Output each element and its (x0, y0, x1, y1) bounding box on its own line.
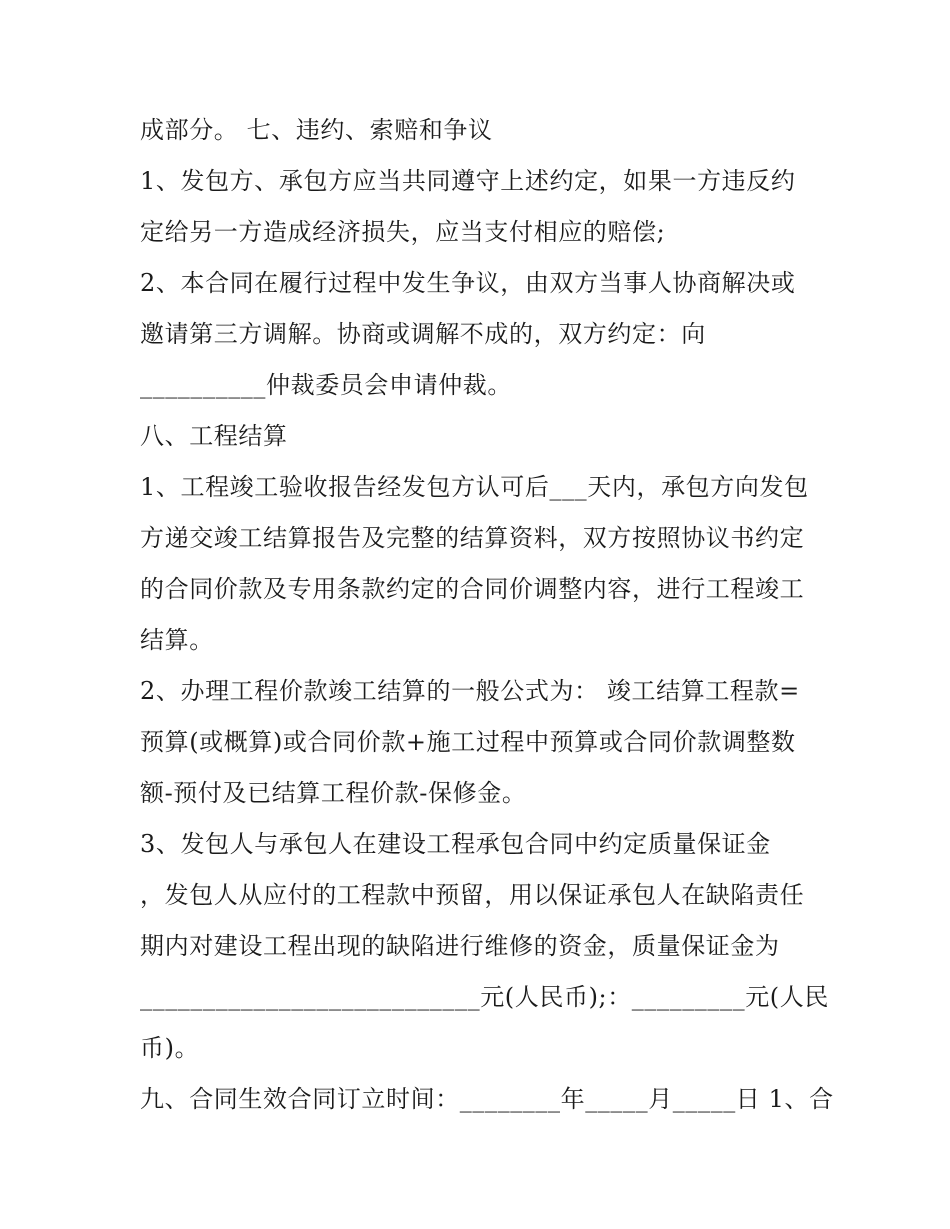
text-line: __________仲裁委员会申请仲裁。 (140, 371, 512, 399)
text-line: 方递交竣工结算报告及完整的结算资料，双方按照协议书约定 (140, 524, 805, 552)
text-line: 成部分。 七、违约、索赔和争议 (140, 116, 493, 144)
text-line: 1、发包方、承包方应当共同遵守上述约定，如果一方违反约 (140, 167, 796, 195)
text-line: ，发包人从应付的工程款中预留，用以保证承包人在缺陷责任 (140, 881, 805, 909)
text-line: 结算。 (140, 626, 214, 654)
text-line: 2、办理工程价款竣工结算的一般公式为： 竣工结算工程款= (140, 677, 800, 705)
section-heading: 九、合同生效合同订立时间：________年_____月_____日 1、合 (140, 1085, 834, 1113)
text-line: 额-预付及已结算工程价款-保修金。 (140, 779, 527, 807)
text-line: 币)。 (140, 1034, 200, 1062)
text-line: 1、工程竣工验收报告经发包方认可后___天内，承包方向发包 (140, 473, 809, 501)
text-line: 邀请第三方调解。协商或调解不成的，双方约定：向 (140, 320, 706, 348)
section-heading: 八、工程结算 (140, 422, 288, 450)
text-line: 3、发包人与承包人在建设工程承包合同中约定质量保证金 (140, 830, 771, 858)
text-line: ___________________________元(人民币);：_________元(人民 (140, 983, 829, 1011)
text-line: 期内对建设工程出现的缺陷进行维修的资金，质量保证金为 (140, 932, 780, 960)
text-line: 预算(或概算)或合同价款+施工过程中预算或合同价款调整数 (140, 728, 796, 756)
text-line: 的合同价款及专用条款约定的合同价调整内容，进行工程竣工 (140, 575, 805, 603)
text-line: 2、本合同在履行过程中发生争议，由双方当事人协商解决或 (140, 269, 796, 297)
text-line: 定给另一方造成经济损失，应当支付相应的赔偿; (140, 218, 666, 246)
